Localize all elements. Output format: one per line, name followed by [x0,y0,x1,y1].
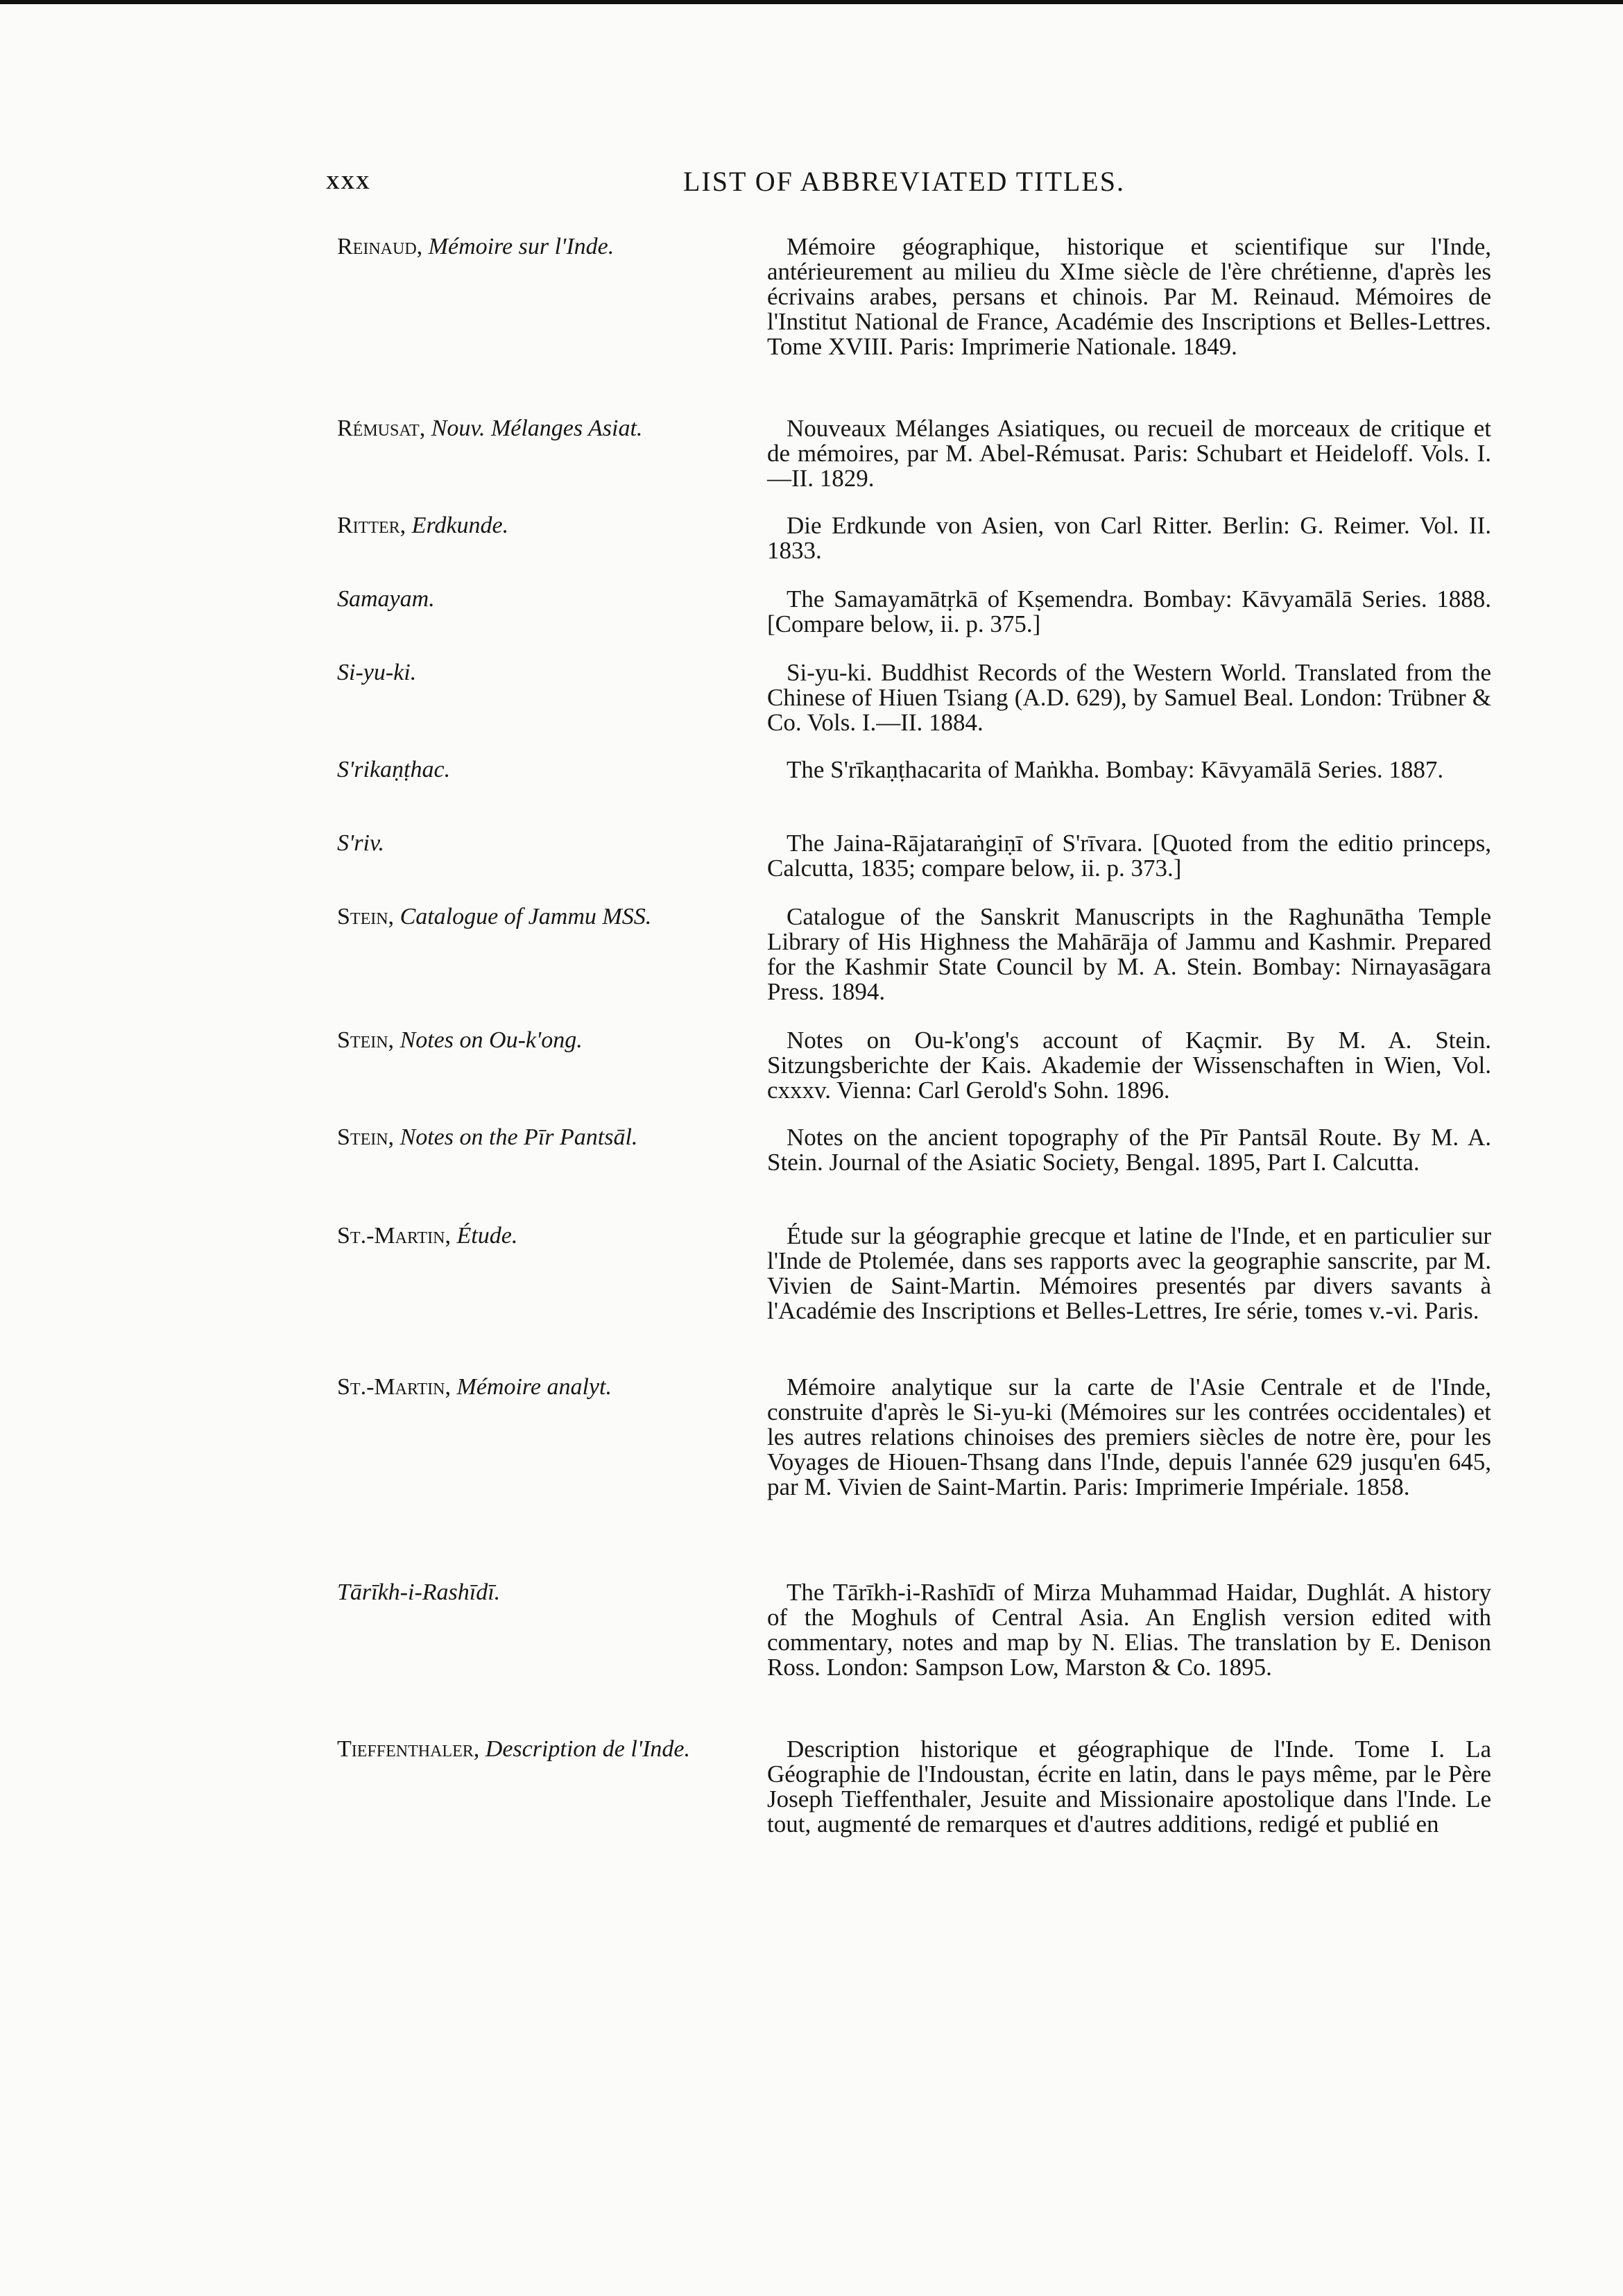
entry-work: Notes on Ou-k'ong. [400,1027,583,1053]
entry-work: Tārīkh-i-Rashīdī. [337,1579,501,1605]
entry-author: Stein, [337,1124,395,1150]
entry-author: Stein, [337,904,395,929]
entry-work: Mémoire sur l'Inde. [428,234,615,259]
entry-author: Stein, [337,1027,395,1053]
entry-work: Notes on the Pīr Pantsāl. [400,1124,638,1150]
entry-description: Die Erdkunde von Asien, von Carl Ritter. Berlin: G. Reimer. Vol. II. 1833. [767,512,1491,564]
entry-work: Étude. [456,1223,518,1249]
entry-title [337,831,725,856]
entry-title [337,660,725,685]
entry-author: Rémusat, [337,415,426,441]
entry-work: Nouv. Mélanges Asiat. [431,415,643,441]
entry-work: Catalogue of Jammu MSS. [400,904,652,929]
entry-title [337,1224,725,1249]
entry-title [337,587,725,612]
entry-description: The Jaina-Rājataraṅgiṇī of S'rīvara. [Quoted from the editio princeps, Calcutta, 1835; compare below, ii. p. 373.] [767,830,1491,882]
entry-work: S'riv. [337,830,385,856]
top-border-rule [0,0,1623,4]
entry-work: Description de l'Inde. [485,1736,691,1762]
entry-author: Tieffenthaler, [337,1736,480,1762]
entry-title [337,1125,725,1150]
entry-title [337,1375,725,1400]
entry-author: Ritter, [337,513,406,538]
running-title: LIST OF ABBREVIATED TITLES. [683,166,1125,197]
entry-description: Catalogue of the Sanskrit Manuscripts in the Raghunātha Temple Library of His Highness the Mahārāja of Jammu and Kashmir. Prepared for the Kashmir State Council by M. A. Stein. Bombay: Nirnayasāgara Press. 1894. [767,903,1491,1005]
entry-description: Notes on Ou-k'ong's account of Kaçmir. By M. A. Stein. Sitzungsberichte der Kais. Akademie der Wissenschaften in Wien, Vol. cxxxv. Vienna: Carl Gerold's Sohn. 1896. [767,1027,1491,1104]
entry-description: Notes on the ancient topography of the Pīr Pantsāl Route. By M. A. Stein. Journal of the Asiatic Society, Bengal. 1895, Part I. Calcutta. [767,1124,1491,1176]
entry-title [337,1580,725,1605]
entry-title [337,416,725,441]
entry-author: St.-Martin, [337,1223,452,1249]
entry-work: Si-yu-ki. [337,660,417,685]
entry-description: The Samayamātṛkā of Kṣemendra. Bombay: Kāvyamālā Series. 1888. [Compare below, ii. p. 375.] [767,585,1491,637]
entry-description: Nouveaux Mélanges Asiatiques, ou recueil de morceaux de critique et de mémoires, par M. Abel-Rémusat. Paris: Schubart et Heideloff. Vols. I.—II. 1829. [767,415,1491,492]
entry-title [337,757,725,782]
entry-description: Étude sur la géographie grecque et latine de l'Inde, et en particulier sur l'Inde de Ptolemée, dans ses rapports avec la geographie sanscrite, par M. Vivien de Saint-Martin. Mémoires presentés par divers savants à l'Académie des Inscriptions et Belles-Lettres, Ire série, tomes v.-vi. Paris. [767,1222,1491,1324]
entry-description: The Tārīkh-i-Rashīdī of Mirza Muhammad Haidar, Dughlát. A history of the Moghuls of Central Asia. An English version edited with commentary, notes and map by N. Elias. The translation by E. Denison Ross. London: Sampson Low, Marston & Co. 1895. [767,1579,1491,1681]
entry-work: Mémoire analyt. [456,1374,612,1400]
entry-title [337,905,725,929]
entry-description: Description historique et géographique de l'Inde. Tome I. La Géographie de l'Indoustan, écrite en latin, dans le pays même, par le Père Joseph Tieffenthaler, Jesuite and Missionaire apostolique dans l'Inde. Le tout, augmenté de remarques et d'autres additions, redigé et publié en [767,1736,1491,1837]
entry-work: Samayam. [337,586,435,612]
entry-title [337,1028,725,1053]
entry-description: Mémoire géographique, historique et scientifique sur l'Inde, antérieurement au milieu du XIme siècle de l'ère chrétienne, d'après les écrivains arabes, persans et chinois. Par M. Reinaud. Mémoires de l'Institut National de France, Académie des Inscriptions et Belles-Lettres. Tome XVIII. Paris: Imprimerie Nationale. 1849. [767,233,1491,360]
entry-description: Si-yu-ki. Buddhist Records of the Western World. Translated from the Chinese of Hiuen Tsiang (A.D. 629), by Samuel Beal. London: Trübner & Co. Vols. I.—II. 1884. [767,659,1491,736]
entry-work: Erdkunde. [411,513,509,538]
entry-description: Mémoire analytique sur la carte de l'Asie Centrale et de l'Inde, construite d'après le Si-yu-ki (Mémoires sur les contrées occidentales) et les autres relations chinoises des premiers siècles de notre ère, pour les Voyages de Hiouen-Thsang dans l'Inde, depuis l'année 629 jusqu'en 645, par M. Vivien de Saint-Martin. Paris: Imprimerie Impériale. 1858. [767,1373,1491,1500]
entry-title [337,513,725,538]
page-number: xxx [326,166,371,195]
entry-description: The S'rīkaṇṭhacarita of Maṅkha. Bombay: Kāvyamālā Series. 1887. [787,756,1444,783]
entry-work: S'rikaṇṭhac. [337,757,451,782]
entry-title [337,1737,725,1762]
entry-author: St.-Martin, [337,1374,452,1400]
entry-author: Reinaud, [337,234,423,259]
entry-title [337,234,725,259]
